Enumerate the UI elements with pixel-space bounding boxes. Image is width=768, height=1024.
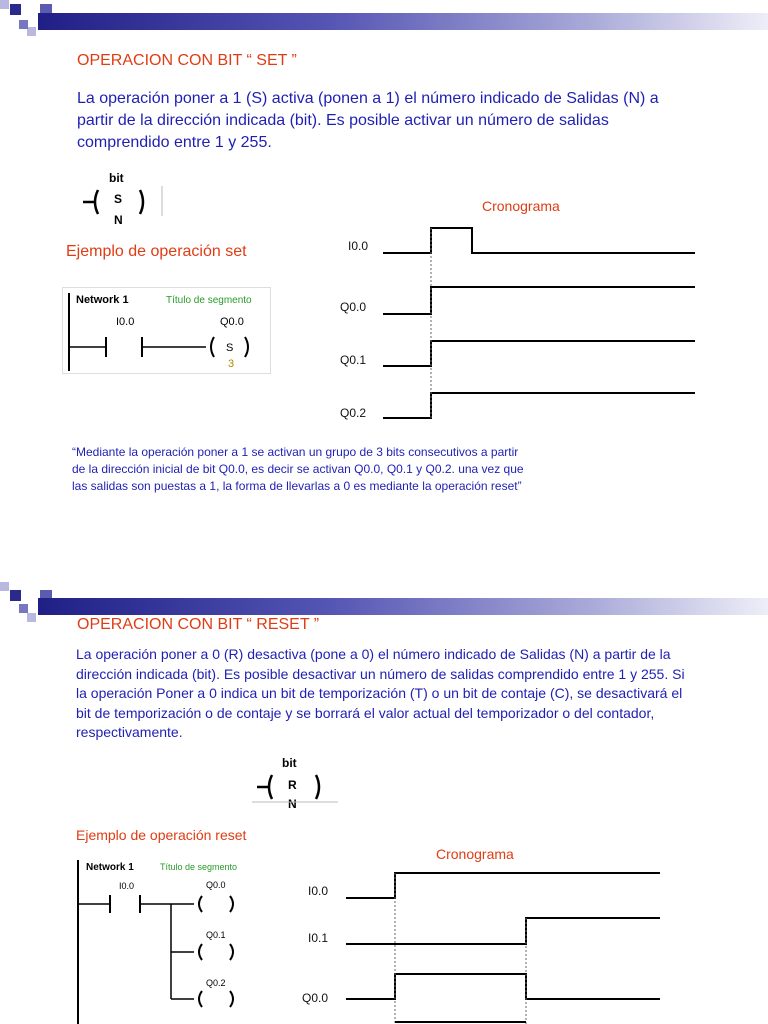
- header-square-light: [0, 582, 9, 591]
- reset-timing-diagram: [296, 840, 668, 1024]
- header-square-light: [27, 613, 36, 622]
- set-ladder-network: [62, 287, 272, 377]
- set-example-label: Ejemplo de operación set: [66, 243, 247, 260]
- segment-title: Título de segmento: [166, 295, 252, 306]
- symbol-bit-label: bit: [282, 756, 297, 770]
- reset-title: OPERACION CON BIT “ RESET ”: [77, 616, 320, 633]
- set-coil-symbol: [80, 168, 180, 230]
- reset-description: La operación poner a 0 (R) desactiva (pone a 0) el número indicado de Salidas (N) a partir de la dirección indicada (bit). Es posible desactivar un número de salidas comprendido entre 1 y 255. Si la operación Poner a 0 indica un bit de temporización (T) o un bit de contaje (C), se desactivará el bit de temporización o de contaje y se borrará el valor actual del temporizador o del contador, respectivamente.: [76, 646, 685, 740]
- set-timing-diagram: [330, 190, 710, 426]
- network-label: Network 1: [86, 862, 134, 873]
- header-square-mid: [19, 604, 28, 613]
- signal-label-q00: Q0.0: [340, 300, 367, 314]
- symbol-op-label: S: [114, 192, 123, 206]
- signal-label-q00: Q0.0: [302, 991, 329, 1005]
- signal-label-q01: Q0.1: [340, 353, 367, 367]
- timing-title: Cronograma: [436, 846, 514, 862]
- signal-label-i00: I0.0: [308, 884, 329, 898]
- signal-label-q02: Q0.2: [340, 406, 367, 420]
- set-title: OPERACION CON BIT “ SET ”: [77, 52, 297, 69]
- coil-label-q02: Q0.2: [206, 978, 226, 988]
- reset-ladder-network: [72, 856, 272, 1024]
- header-square-mid: [19, 20, 28, 29]
- header-square-light: [27, 27, 36, 36]
- header-square-dark: [10, 4, 21, 15]
- timing-title: Cronograma: [482, 198, 560, 214]
- reset-example-label: Ejemplo de operación reset: [76, 827, 247, 843]
- reset-coil-symbol: [252, 753, 344, 815]
- coil-label-q01: Q0.1: [206, 930, 226, 940]
- symbol-op-label: R: [288, 778, 297, 792]
- header-bar: [38, 598, 768, 615]
- contact-label: I0.0: [119, 881, 135, 891]
- network-label: Network 1: [76, 294, 129, 306]
- coil-op-label: S: [226, 342, 234, 354]
- symbol-bit-label: bit: [109, 171, 124, 185]
- coil-label-q00: Q0.0: [206, 880, 226, 890]
- coil-label: Q0.0: [220, 316, 244, 328]
- signal-label-i01: I0.1: [308, 931, 329, 945]
- header-square-light: [0, 0, 9, 9]
- signal-label-i00: I0.0: [348, 239, 369, 253]
- segment-title: Título de segmento: [160, 862, 238, 872]
- contact-label: I0.0: [116, 316, 135, 328]
- header-bar: [38, 13, 768, 30]
- set-description: La operación poner a 1 (S) activa (ponen a 1) el número indicado de Salidas (N) a partir de la dirección indicada (bit). Es posible activar un número de salidas comprendido entre 1 y 255.: [77, 90, 659, 151]
- header-square-dark: [10, 590, 21, 601]
- coil-count: 3: [228, 358, 235, 370]
- symbol-n-label: N: [114, 213, 123, 227]
- set-note: “Mediante la operación poner a 1 se activan un grupo de 3 bits consecutivos a partir de la dirección inicial de bit Q0.0, es decir se activan Q0.0, Q0.1 y Q0.2. una vez que las salidas son puestas a 1, la forma de llevarlas a 0 es mediante la operación reset”: [72, 445, 524, 493]
- symbol-n-label: N: [288, 797, 297, 811]
